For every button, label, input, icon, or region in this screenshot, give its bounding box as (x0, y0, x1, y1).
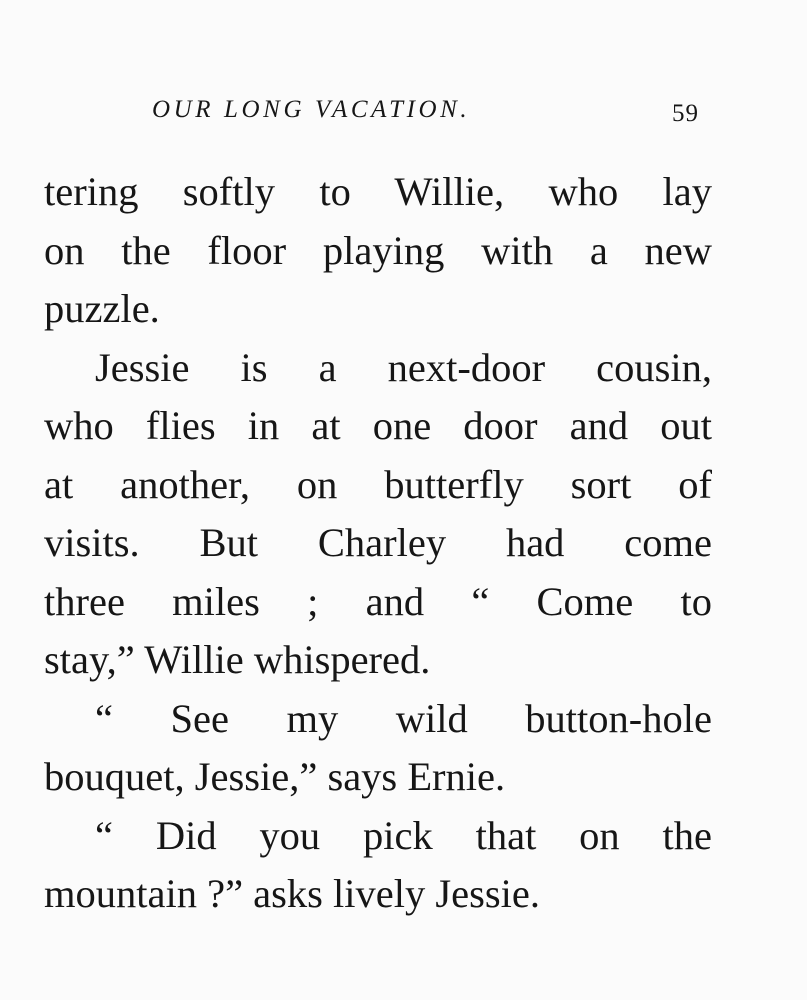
text-line: mountain ?” asks lively Jessie. (44, 871, 541, 916)
text-line: “ Did you pick that on the (95, 812, 712, 858)
text-line: on the floor playing with a new (44, 227, 712, 273)
text-line: Jessie is a next-door cousin, (95, 344, 712, 390)
text-line: tering softly to Willie, who lay (44, 169, 712, 214)
page-number: 59 (672, 100, 699, 127)
running-title: OUR LONG VACATION. (152, 96, 471, 123)
text-line: “ See my wild button-hole (95, 695, 712, 741)
text-line: puzzle. (44, 286, 160, 331)
text-line: who flies in at one door and out (44, 403, 712, 448)
text-line: bouquet, Jessie,” says Ernie. (44, 754, 506, 799)
text-line: visits. But Charley had come (44, 520, 712, 565)
text-line: at another, on butterfly sort of (44, 461, 712, 507)
text-line: stay,” Willie whispered. (44, 637, 431, 682)
text-line: three miles ; and “ Come to (44, 578, 712, 624)
body-text (44, 163, 712, 924)
